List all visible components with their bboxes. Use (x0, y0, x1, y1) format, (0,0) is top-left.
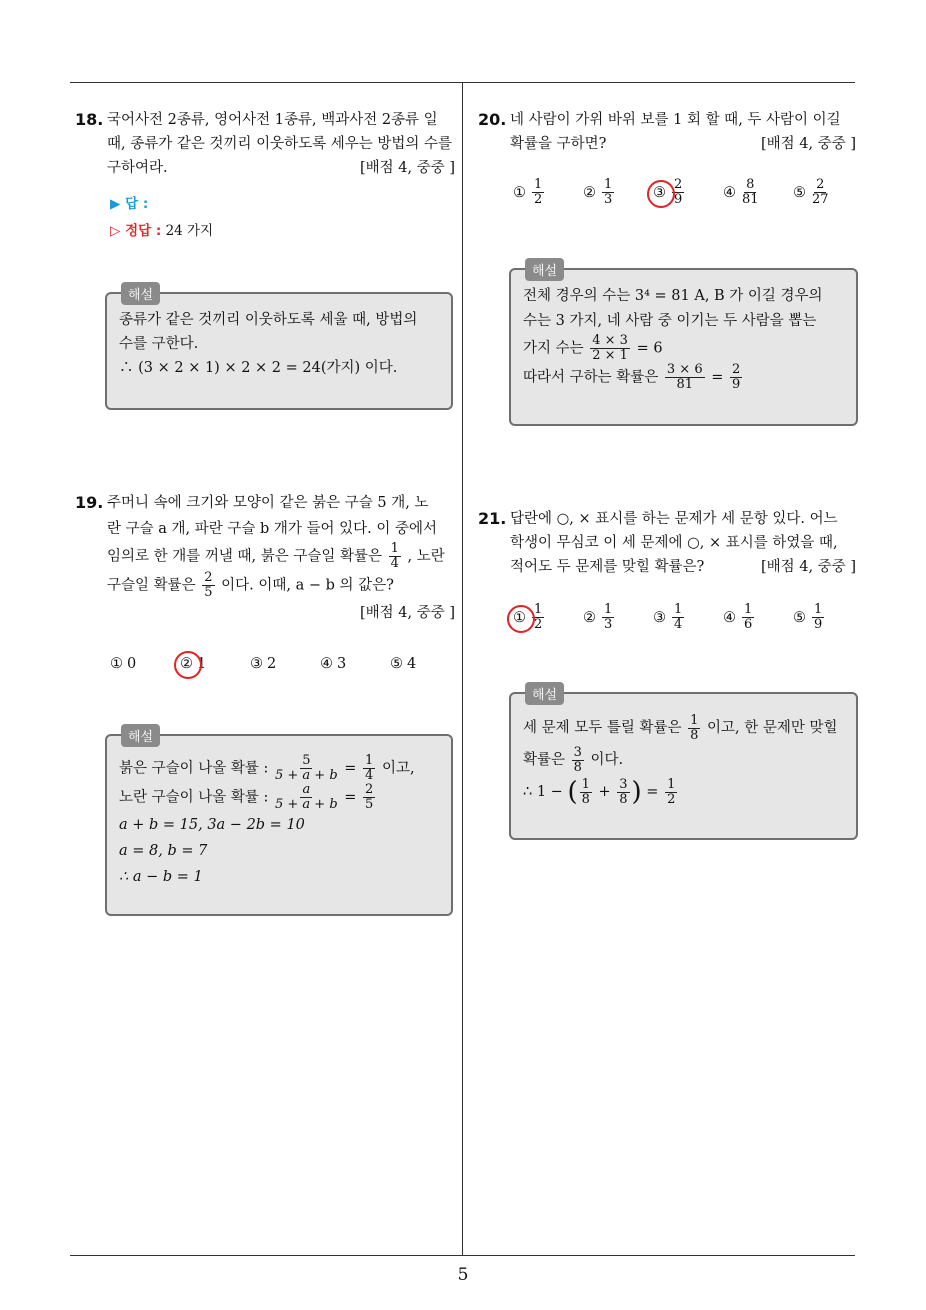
solution-line: 세 문제 모두 틀릴 확률은 $\frac{1}{8}$ 이고, 한 문제만 맞힐 (523, 712, 838, 743)
choice-4[interactable]: ④ $\frac{1}{6}$ (723, 602, 753, 632)
choice-3[interactable]: ③ $\frac{2}{9}$ (653, 178, 723, 207)
choice-2[interactable]: ② $\frac{1}{3}$ (583, 177, 613, 207)
question-text-line: 주머니 속에 크기와 모양이 같은 붉은 구슬 5 개, 노 (107, 495, 429, 511)
question-number: 20. (478, 110, 507, 129)
question-text-line: 란 구슬 a 개, 파란 구슬 b 개가 들어 있다. 이 중에서 (107, 521, 437, 537)
score-meta: [배점 4, 중중 ] (760, 136, 856, 152)
choice-5[interactable]: ⑤ 4 (390, 656, 417, 672)
score-meta: [배점 4, 중중 ] (359, 605, 455, 621)
solution-box-21 (509, 688, 858, 840)
page-number: 5 (457, 1265, 469, 1285)
solution-line: ∴ a − b = 1 (119, 869, 203, 885)
solution-line: 붉은 구슬이 나올 확률 : $\frac{5}{5 + a + b}$ = $\frac{1}{4}$ 이고, (119, 753, 415, 783)
solution-line: a = 8, b = 7 (119, 843, 208, 859)
solution-box-19 (105, 730, 453, 916)
solution-line: 가지 수는 $\frac{4 \times 3}{2 \times 1}$ = 6 (523, 333, 663, 363)
choice-5[interactable]: ⑤ $\frac{2}{27}$ (793, 177, 829, 207)
question-18 (75, 108, 455, 180)
question-19 (75, 490, 455, 626)
choices-21 (513, 603, 853, 632)
solution-line: 수를 구한다. (119, 336, 199, 352)
question-number: 18. (75, 110, 104, 129)
solution-tag: 해설 (525, 258, 564, 281)
solution-line: 노란 구슬이 나올 확률 : $\frac{a}{5 + a + b}$ = $\frac{2}{5}$ (119, 782, 374, 812)
choices-20 (513, 178, 853, 207)
choices-19 (110, 652, 450, 676)
choice-1[interactable]: ① $\frac{1}{2}$ (513, 603, 583, 632)
selected-answer-circle (174, 651, 202, 679)
choice-3[interactable]: ③ $\frac{1}{4}$ (653, 602, 683, 632)
solution-tag: 해설 (525, 682, 564, 705)
solution-line: ∴ (3 × 2 × 1) × 2 × 2 = 24(가지) 이다. (119, 360, 398, 376)
correct-answer-line (110, 219, 213, 239)
solution-line: 따라서 구하는 확률은 $\frac{3 \times 6}{81}$ = $\frac{2}{9}$ (523, 362, 741, 392)
choice-4[interactable]: ④ 3 (320, 656, 347, 672)
solution-line: 수는 3 가지, 네 사람 중 이기는 두 사람을 뽑는 (523, 313, 817, 329)
solution-box-20 (509, 264, 858, 426)
question-text: 답란에 ○, × 표시를 하는 문제가 세 문항 있다. 어느 학생이 무심코 이 세 문제에 ○, × 표시를 하였을 때, 적어도 두 문제를 맞힐 확률은? (510, 511, 838, 575)
answer-line (110, 192, 148, 212)
solution-tag: 해설 (121, 724, 160, 747)
choice-4[interactable]: ④ $\frac{8}{81}$ (723, 177, 759, 207)
choice-1[interactable]: ① 0 (110, 656, 137, 672)
question-20 (478, 108, 856, 156)
fraction: $\frac{2}{5}$ (204, 570, 213, 600)
choice-2[interactable]: ② $\frac{1}{3}$ (583, 602, 613, 632)
column-divider (462, 83, 463, 1255)
solution-line: 종류가 같은 것끼리 이웃하도록 세울 때, 방법의 (119, 312, 418, 328)
solution-tag: 해설 (121, 282, 160, 305)
choice-1[interactable]: ① $\frac{1}{2}$ (513, 177, 543, 207)
solution-line: 확률은 $\frac{3}{8}$ 이다. (523, 744, 624, 775)
question-21 (478, 507, 856, 579)
solution-line: a + b = 15, 3a − 2b = 10 (119, 817, 305, 833)
choice-2[interactable]: ② 1 (180, 656, 250, 672)
question-text-line: 임의로 한 개를 꺼낼 때, 붉은 구슬일 확률은 $\frac{1}{4}$ , 노란 (107, 541, 445, 571)
solution-box-18 (105, 288, 453, 410)
question-text-line: 구슬일 확률은 $\frac{2}{5}$ 이다. 이때, a − b 의 값은? (107, 570, 394, 600)
question-text: 국어사전 2종류, 영어사전 1종류, 백과사전 2종류 일 때, 종류가 같은 것끼리 이웃하도록 세우는 방법의 수를 구하여라. (107, 112, 453, 176)
score-meta: [배점 4, 중중 ] (760, 559, 856, 575)
question-text: 네 사람이 가위 바위 보를 1 회 할 때, 두 사람이 이길 확률을 구하면? (510, 112, 841, 152)
choice-3[interactable]: ③ 2 (250, 656, 277, 672)
correct-label: ▷ 정답 : (110, 223, 162, 239)
solution-line: 전체 경우의 수는 3⁴ = 81 A, B 가 이길 경우의 (523, 288, 823, 304)
selected-answer-circle (647, 180, 675, 208)
selected-answer-circle (507, 605, 535, 633)
question-number: 21. (478, 509, 507, 528)
fraction: $\frac{1}{4}$ (390, 541, 399, 571)
choice-5[interactable]: ⑤ $\frac{1}{9}$ (793, 602, 823, 632)
answer-label: ▶ 답 : (110, 196, 149, 212)
score-meta: [배점 4, 중중 ] (359, 160, 455, 176)
solution-line: ∴ 1 − ( $\frac{1}{8}$ + $\frac{3}{8}$ ) = $\frac{1}{2}$ (523, 776, 676, 807)
correct-value: 24 가지 (165, 223, 214, 239)
question-number: 19. (75, 493, 104, 512)
bottom-rule (70, 1255, 855, 1256)
